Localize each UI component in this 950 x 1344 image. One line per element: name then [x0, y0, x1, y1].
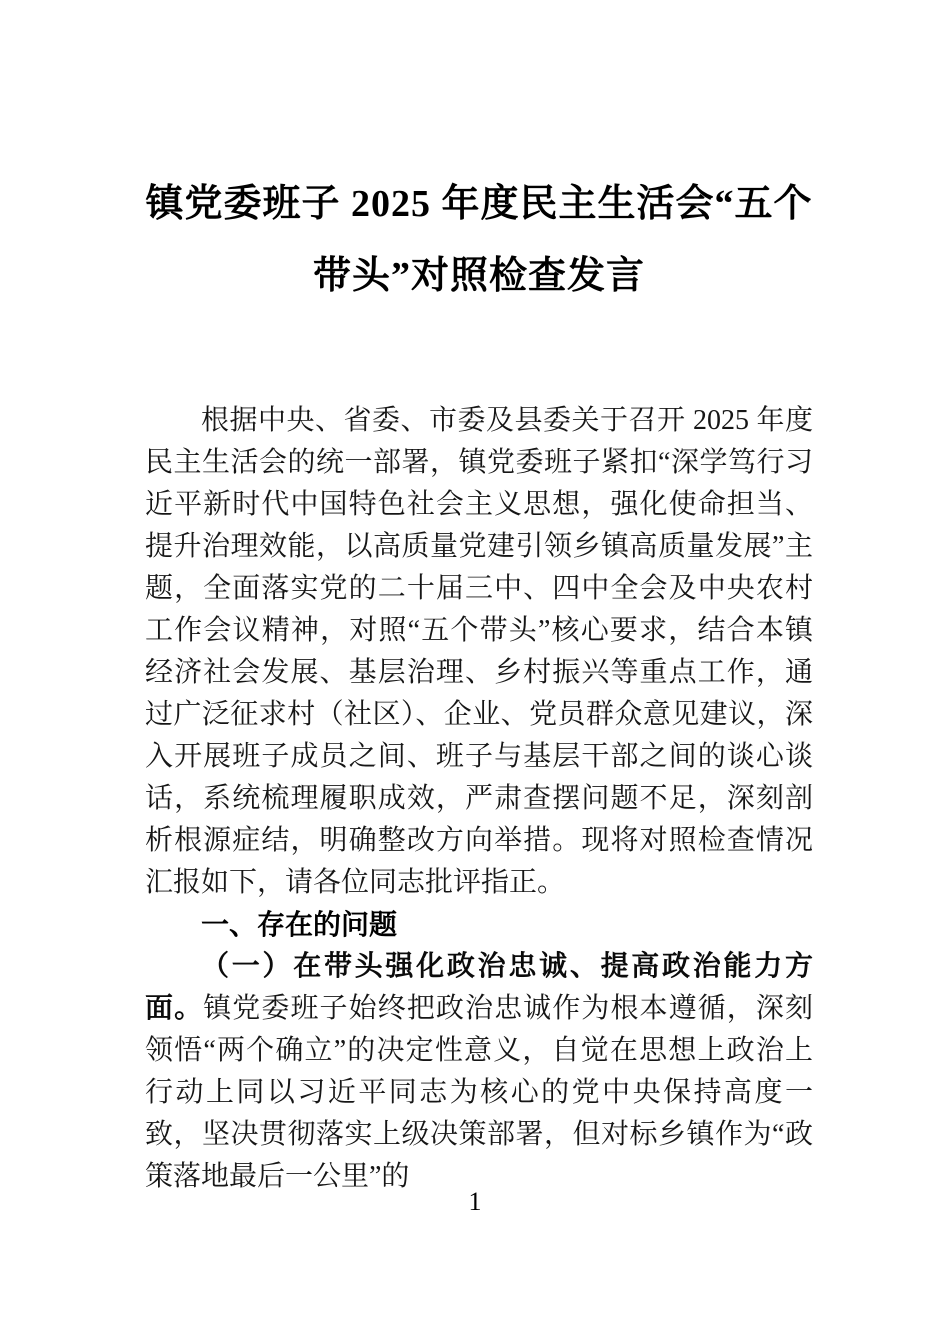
document-content	[145, 168, 813, 1198]
item-1-text: 镇党委班子始终把政治忠诚作为根本遵循，深刻领悟“两个确立”的决定性意义，自觉在思想上政治上行动上同以习近平同志为核心的党中央保持高度一致，坚决贯彻落实上级决策部署，但对标乡镇作为“政策落地最后一公里”的	[145, 993, 813, 1192]
item-1-paragraph	[145, 946, 813, 1198]
intro-paragraph: 根据中央、省委、市委及县委关于召开 2025 年度民主生活会的统一部署，镇党委班子紧扣“深学笃行习近平新时代中国特色社会主义思想，强化使命担当、提升治理效能，以高质量党建引领乡镇高质量发展”主题，全面落实党的二十届三中、四中全会及中央农村工作会议精神，对照“五个带头”核心要求，结合本镇经济社会发展、基层治理、乡村振兴等重点工作，通过广泛征求村（社区）、企业、党员群众意见建议，深入开展班子成员之间、班子与基层干部之间的谈心谈话，系统梳理履职成效，严肃查摆问题不足，深刻剖析根源症结，明确整改方向举措。现将对照检查情况汇报如下，请各位同志批评指正。	[145, 405, 813, 898]
section-heading-problems: 一、存在的问题	[201, 909, 398, 940]
document-title: 镇党委班子 2025 年度民主生活会“五个带头”对照检查发言	[145, 183, 813, 297]
item-1-lead: （一）在带头强化政治忠诚、提高政治能力方面。	[145, 951, 813, 1024]
page-number: 1	[468, 1187, 482, 1216]
